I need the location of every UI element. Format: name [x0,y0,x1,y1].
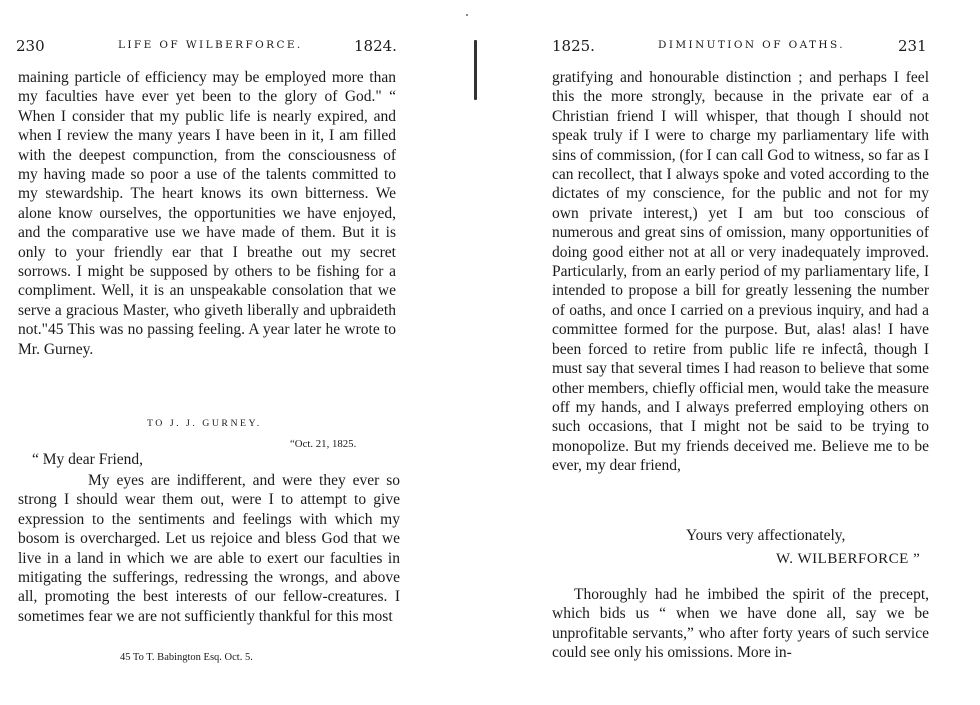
left-letter-body [18,471,400,626]
left-running-head [0,37,470,55]
right-running-title: DIMINUTION OF OATHS. [658,39,845,51]
left-running-year: 1824. [354,37,397,55]
right-running-year: 1825. [552,37,595,55]
letter-body-paragraph: My eyes are indifferent, and were they ever so strong I should wear them out, were I to attempt to give expression to the sentiments and feelings with which my bosom is overcharged. Let us rejoice and bless God that we live in a land in which we are able to exert our faculties in mitigating the sufferings, redressing the wrongs, and above all, promoting the best interests of our fellow-creatures. I sometimes fear we are not sufficiently thankful for this most [18,472,400,625]
letter-heading: TO J. J. GURNEY. [147,418,262,429]
left-paragraph: maining particle of efficiency may be employed more than my faculties have ever yet been to the glory of God." “ When I consider that my public life is nearly expired, and when I review the many years I have been in it, I am filled with the deepest compunction, from the consciousness of my having made so poor a use of the talents committed to my stewardship. The heart knows its own bitterness. We alone know ourselves, the opportunities we have enjoyed, and the comparative use we have made of them. But it is only to your friendly ear that I breathe out my secret sorrows. I might be supposed by others to be fishing for a compliment. Well, it is an unspeakable consolation that we serve a gracious Master, who giveth liberally and upbraideth not."45 This was no passing feeling. A year later he wrote to Mr. Gurney. [18,69,396,358]
left-body-text [18,68,396,359]
letter-date: “Oct. 21, 1825. [290,438,357,450]
letter-closing: Yours very affectionately, [686,527,846,544]
right-page [490,0,980,705]
footnote: 45 To T. Babington Esq. Oct. 5. [120,652,253,663]
letter-salutation: “ My dear Friend, [32,451,144,468]
right-body-text [552,68,929,476]
left-page [0,0,470,705]
final-paragraph: Thoroughly had he imbibed the spirit of the precept, which bids us “ when we have done all, say we be unprofitable servants,” who after forty years of such service could see only his omissions. More in- [552,586,929,662]
left-page-number: 230 [16,37,45,55]
right-running-head [490,37,980,55]
right-final-text [552,585,929,663]
left-running-title: LIFE OF WILBERFORCE. [118,39,303,51]
binding-gutter-mark [474,40,477,100]
letter-continued-paragraph: gratifying and honourable distinction ; and perhaps I feel this the more strongly, because in the private ear of a Christian friend I will whisper, that though I should not speak truly if I were to charge my parliamentary life with sins of commission, (for I can call God to witness, so far as I can recollect, that I always spoke and voted according to the dictates of my conscience, for the public and not for my own private interest,) yet I am but too conscious of numerous and great sins of omission, many opportunities of doing good either not at all or very inadequately improved. Particularly, from an early period of my parliamentary life, I intended to propose a bill for greatly lessening the number of oaths, and once I carried on a previous inquiry, and had a committee formed for the purpose. But, alas! alas! I have been forced to retire from public life re infectâ, though I must say that several times I had reason to believe that some other members, chiefly official men, would take the measure off my hands, and I always preferred employing others on such occasions, that I might not be said to be trying to monopolize. But my friends deceived me. Believe me to be ever, my dear friend, [552,69,929,475]
letter-signature: W. WILBERFORCE ” [776,551,921,567]
right-page-number: 231 [898,37,927,55]
